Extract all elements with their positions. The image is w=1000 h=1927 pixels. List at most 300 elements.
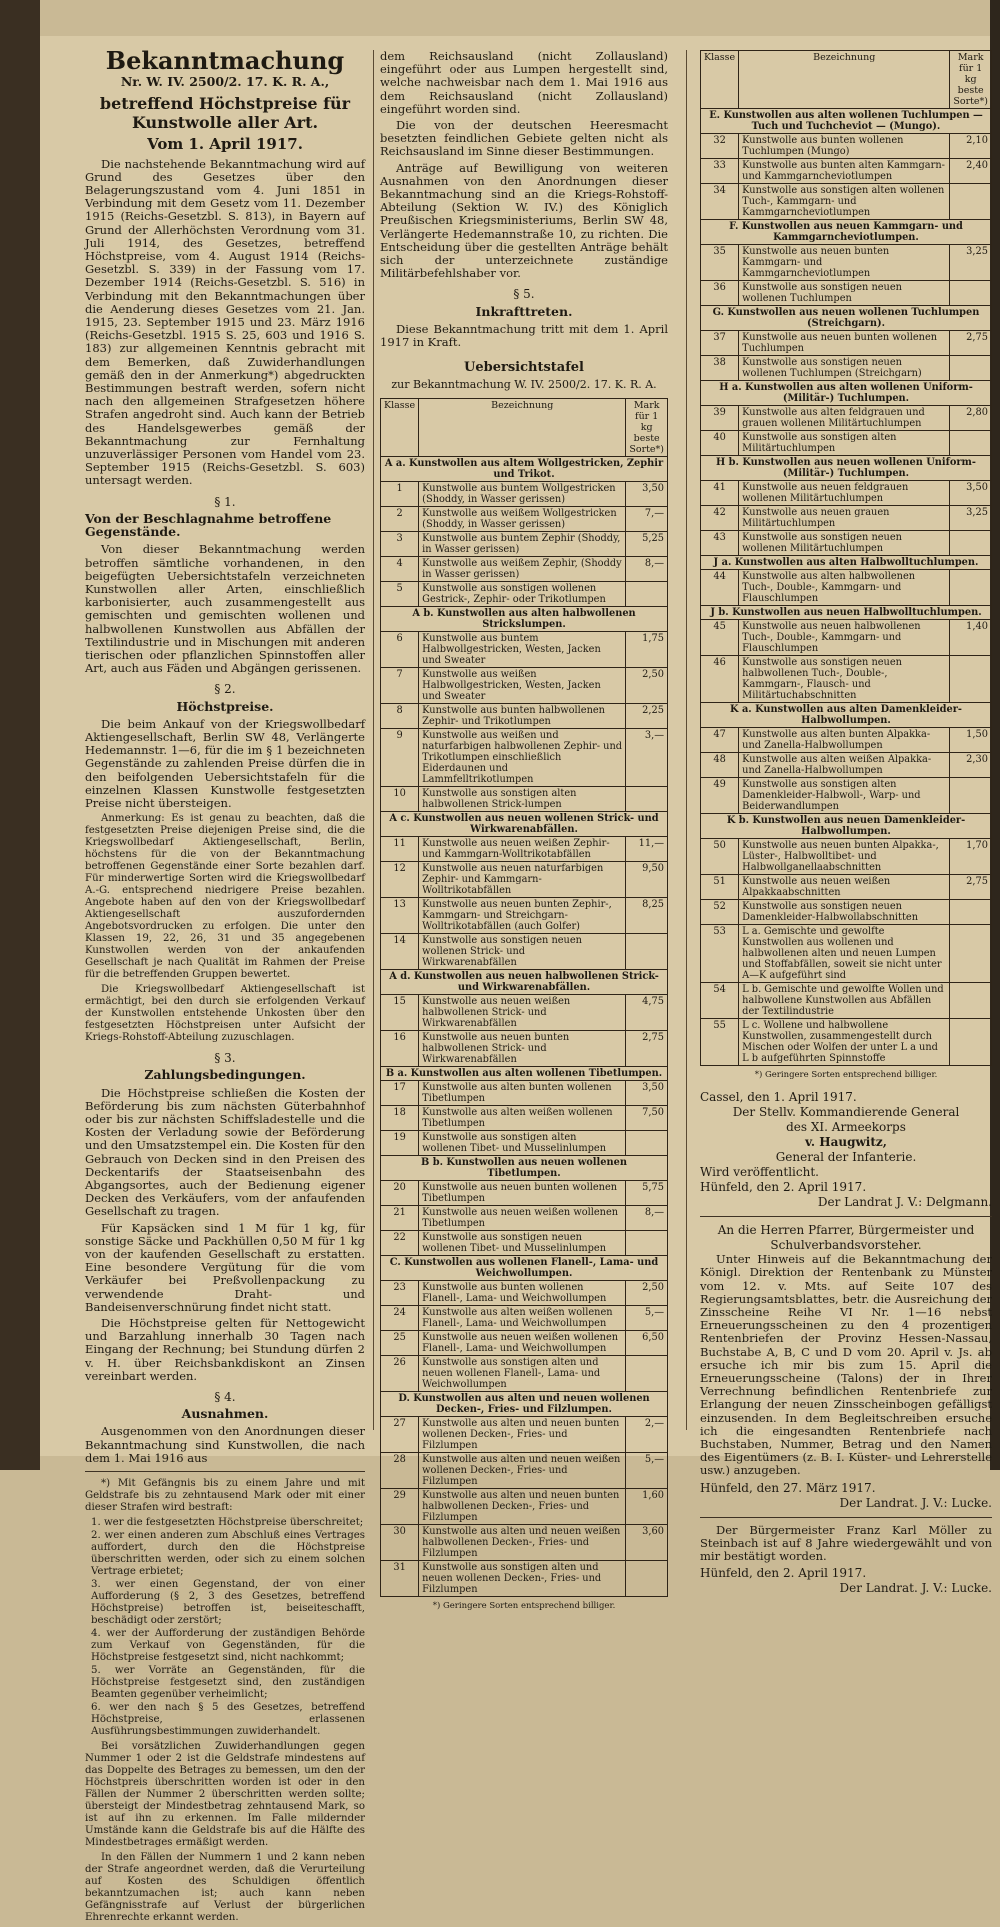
class-number: 40 [701, 431, 739, 456]
class-description: Kunstwolle aus sonstigen neuen wollenen Tuchlumpen (Streichgarn) [739, 356, 950, 381]
table-row [381, 1330, 668, 1355]
price-value: 4,75 [626, 994, 668, 1030]
class-description: Kunstwolle aus sonstigen neuen wollenen Militärtuchlumpen [739, 531, 950, 556]
notice-reference: Nr. W. IV. 2500/2. 17. K. R. A., [120, 74, 330, 90]
price-value [950, 1019, 992, 1066]
class-number: 51 [701, 875, 739, 900]
table-row [381, 631, 668, 667]
intro-paragraph: Die nachstehende Bekanntmachung wird auf Grund des Gesetzes über den Belagerungszustand vom 4. Juni 1851 in Verbindung mit dem Gesetz vom 11. Dezember 1915 (Reichs-Gesetzbl. S. 813), in Bayern auf Grund der Allerhöchsten Verordnung vom 31. Juli 1914, des Gesetzes, betreffend Höchstpreise, vom 4. August 1914 (Reichs-Gesetzbl. S. 339) in der Fassung vom 17. Dezember 1914 (Reichs-Gesetzbl. S. 516) in Verbindung mit den Bekanntmachungen über die Aenderung dieses Gesetzes vom 21. Jan. 1915, 23. September 1915 und 23. März 1916 (Reichs-Gesetzbl. 1915 S. 25, 603 und 1916 S. 183) zur allgemeinen Kenntnis gebracht mit dem Bemerken, daß Zuwiderhandlungen gemäß den in der Anmerkung*) abgedruckten Bestimmungen bestraft werden, sofern nicht nach den allgemeinen Strafgesetzen höhere Strafen angedroht sind. Auch kann der Betrieb des Handelsgewerbes gemäß der Bekanntmachung zur Fernhaltung unzuverlässiger Personen vom Handel vom 23. September 1915 (Reichs-Gesetzbl. S. 603) untersagt werden. [85, 156, 365, 488]
table-row [381, 581, 668, 606]
group-heading: C. Kunstwollen aus wollenen Flanell-, Lama- und Weichwollumpen. [381, 1255, 668, 1280]
section-3-number: § 3. [214, 1051, 236, 1066]
class-description: Kunstwolle aus bunten wollenen Tuchlumpen (Mungo) [739, 134, 950, 159]
rentenbank-notice: Unter Hinweis auf die Bekanntmachung der Königl. Direktion der Rentenbank zu Münster vom 12. v. Mts. auf Seite 107 des Regierungsamtsblattes, betr. die Ausreichung der Zinsscheine Reihe VI Nr. 1—16 nebst Erneuerungsscheinen zu den 4 prozentigen Rentenbriefen der Provinz Hessen-Nassau, Buchstabe A, B, C und D vom 20. April v. Js. ab ersuche ich mir bis zum 15. April die Erneuerungsscheine (Talons) der in Ihrer Verrechnung befindlichen Rentenbriefe zur Erlangung der neuen Zinsscheinbogen gefälligst einzusenden. In dem Begleitschreiben ersuche ich die eingesandten Rentenbriefe nach Buchstaben, Nummer, Betrag und den Namen des Eigentümers (z. B. I. Küster- und Lehrerstelle usw.) anzugeben. [700, 1252, 992, 1478]
table-row [701, 481, 992, 506]
price-value: 2,50 [626, 667, 668, 703]
table-row [381, 1105, 668, 1130]
class-number: 2 [381, 506, 419, 531]
class-number: 47 [701, 728, 739, 753]
place-date-2: Hünfeld, den 27. März 1917. [700, 1480, 876, 1495]
price-value: 8,25 [626, 897, 668, 933]
notice-subject: betreffend Höchstpreise für Kunstwolle aller Art. [99, 94, 351, 133]
landrat-signature-3: Der Landrat. J. V.: Lucke. [839, 1581, 992, 1596]
table-row [381, 933, 668, 969]
class-number: 32 [701, 134, 739, 159]
footnote-divider [85, 1471, 365, 1472]
th-klasse: Klasse [381, 398, 419, 456]
class-number: 21 [381, 1205, 419, 1230]
class-number: 37 [701, 331, 739, 356]
class-description: Kunstwolle aus bunten wollenen Flanell-, Lama- und Weichwollumpen [419, 1280, 626, 1305]
section-5-number: § 5. [513, 287, 535, 302]
table-row [701, 331, 992, 356]
class-number: 31 [381, 1560, 419, 1596]
class-number: 28 [381, 1452, 419, 1488]
class-number: 3 [381, 531, 419, 556]
table-row [381, 994, 668, 1030]
footnote-list [85, 1517, 365, 1738]
column-2 [380, 50, 668, 1613]
price-value: 3,50 [626, 1080, 668, 1105]
price-value [950, 184, 992, 220]
table-group-row [701, 306, 992, 331]
class-number: 16 [381, 1030, 419, 1066]
class-description: Kunstwolle aus neuen feldgrauen wollenen Militärtuchlumpen [739, 481, 950, 506]
footnote-item: 2. wer einen anderen zum Abschluß eines Vertrages auffordert, durch den die Höchstpreise überschritten werden, oder sich zu einem solchen Vertrage erbietet; [91, 1530, 365, 1578]
class-number: 45 [701, 620, 739, 656]
table-row [701, 570, 992, 606]
table-group-row [701, 814, 992, 839]
price-value [950, 281, 992, 306]
class-number: 39 [701, 406, 739, 431]
class-number: 52 [701, 900, 739, 925]
notice-date: Vom 1. April 1917. [147, 135, 303, 154]
price-value: 3,25 [950, 245, 992, 281]
class-number: 5 [381, 581, 419, 606]
section-1-number: § 1. [214, 494, 236, 509]
section-5-heading: Inkrafttreten. [475, 303, 573, 319]
class-description: Kunstwolle aus sonstigen alten und neuen wollenen Decken-, Fries- und Filzlumpen [419, 1560, 626, 1596]
price-value: 2,75 [950, 331, 992, 356]
price-value: 11,— [626, 836, 668, 861]
price-value: 3,50 [950, 481, 992, 506]
th-bezeichnung: Bezeichnung [739, 51, 950, 109]
class-description: Kunstwolle aus alten weißen Alpakka- und Zanella-Halbwollumpen [739, 753, 950, 778]
class-description: Kunstwolle aus neuen bunten halbwollenen Strick- und Wirkwarenabfällen [419, 1030, 626, 1066]
price-value: 5,75 [626, 1180, 668, 1205]
section-2-heading: Höchstpreise. [176, 698, 274, 714]
table-footnote: *) Geringere Sorten entsprechend billiger. [754, 1070, 938, 1080]
table-row [701, 728, 992, 753]
price-value [626, 581, 668, 606]
class-number: 23 [381, 1280, 419, 1305]
class-description: Kunstwolle aus sonstigen wollenen Gestrick-, Zephir- oder Trikotlumpen [419, 581, 626, 606]
class-description: Kunstwolle aus neuen weißen wollenen Tibetlumpen [419, 1205, 626, 1230]
class-description: Kunstwolle aus neuen bunten Alpakka-, Lüster-, Halbwolltibet- und Halbwollganellaabschnitten [739, 839, 950, 875]
price-value: 9,50 [626, 861, 668, 897]
overview-table-subtitle: zur Bekanntmachung W. IV. 2500/2. 17. K. R. A. [391, 378, 657, 392]
table-group-row [381, 1255, 668, 1280]
class-number: 41 [701, 481, 739, 506]
mayor-notice: Der Bürgermeister Franz Karl Möller zu Steinbach ist auf 8 Jahre wiedergewählt und von mir bestätigt worden. [700, 1522, 992, 1564]
price-value: 8,— [626, 1205, 668, 1230]
column-3 [700, 50, 992, 1596]
table-group-row [381, 606, 668, 631]
class-description: Kunstwolle aus sonstigen neuen Damenkleider-Halbwollabschnitten [739, 900, 950, 925]
overview-table-title: Uebersichtstafel [464, 360, 584, 376]
footnote-item: 6. wer den nach § 5 des Gesetzes, betreffend Höchstpreise, erlassenen Ausführungsbestimmungen zuwiderhandelt. [91, 1702, 365, 1738]
price-value [950, 431, 992, 456]
price-value [950, 778, 992, 814]
divider [700, 1517, 992, 1518]
class-description: Kunstwolle aus weißen und naturfarbigen halbwollenen Zephir- und Trikotlumpen einschließlich Eiderdaunen und Lammfelltrikotlumpen [419, 728, 626, 786]
price-value: 5,25 [626, 531, 668, 556]
group-heading: A b. Kunstwollen aus alten halbwollenen Strickslumpen. [381, 606, 668, 631]
table-group-row [701, 703, 992, 728]
price-value: 2,30 [950, 753, 992, 778]
table-row [381, 1452, 668, 1488]
class-description: Kunstwolle aus buntem Halbwollgestricken, Westen, Jacken und Sweater [419, 631, 626, 667]
class-number: 9 [381, 728, 419, 786]
footnote-item: 4. wer der Aufforderung der zuständigen Behörde zum Verkauf von Gegenständen, für die Höchstpreise festgesetzt sind, nicht nachkommt; [91, 1628, 365, 1664]
price-value: 2,80 [950, 406, 992, 431]
class-description: Kunstwolle aus neuen bunten Zephir-, Kammgarn- und Streichgarn-Wolltrikotabfällen (auch Golfer) [419, 897, 626, 933]
section-4-number: § 4. [214, 1390, 236, 1405]
class-description: Kunstwolle aus neuen bunten wollenen Tibetlumpen [419, 1180, 626, 1205]
class-description: Kunstwolle aus alten bunten Alpakka- und Zanella-Halbwollumpen [739, 728, 950, 753]
th-mark: Mark für 1 kg beste Sorte*) [950, 51, 992, 109]
group-heading: D. Kunstwollen aus alten und neuen wollenen Decken-, Fries- und Filzlumpen. [381, 1391, 668, 1416]
class-description: Kunstwolle aus sonstigen alten wollenen Tuch-, Kammgarn- und Kammgarncheviotlumpen [739, 184, 950, 220]
class-description: Kunstwolle aus sonstigen neuen wollenen Tuchlumpen [739, 281, 950, 306]
class-description: Kunstwolle aus bunten alten Kammgarn- und Kammgarncheviotlumpen [739, 159, 950, 184]
footnote-text-3: In den Fällen der Nummern 1 und 2 kann neben der Strafe angeordnet werden, daß die Verurteilung auf Kosten des Schuldigen öffentlich bekanntzumachen ist; auch kann neben Gefängnisstrafe auf Verlust der bürgerlichen Ehrenrechte erkannt werden. [85, 1852, 365, 1924]
class-number: 11 [381, 836, 419, 861]
class-number: 46 [701, 656, 739, 703]
class-description: Kunstwolle aus alten feldgrauen und grauen wollenen Militärtuchlumpen [739, 406, 950, 431]
price-value [626, 1230, 668, 1255]
price-value: 1,40 [950, 620, 992, 656]
price-value: 2,25 [626, 703, 668, 728]
price-value: 2,40 [950, 159, 992, 184]
signature-line-1: Der Stellv. Kommandierende General [732, 1105, 960, 1120]
table-row [381, 1205, 668, 1230]
column-rule [686, 50, 687, 1430]
divider [700, 1216, 992, 1217]
section-2-note-2: Die Kriegswollbedarf Aktiengesellschaft ist ermächtigt, bei den durch sie erfolgenden Verkauf der Kunstwollen entstehende Unkosten über den festgesetzten Höchstpreisen unter Aufsicht der Kriegs-Rohstoff-Abteilung zuzuschlagen. [85, 984, 365, 1044]
table-group-row [381, 969, 668, 994]
section-4-text: Ausgenommen von den Anordnungen dieser Bekanntmachung sind Kunstwollen, die nach dem 1. Mai 1916 aus [85, 1424, 365, 1465]
signature-rank: General der Infanterie. [775, 1150, 917, 1165]
class-number: 19 [381, 1130, 419, 1155]
class-description: Kunstwolle aus sonstigen alten und neuen wollenen Flanell-, Lama- und Weichwollumpen [419, 1355, 626, 1391]
table-group-row [381, 811, 668, 836]
class-description: Kunstwolle aus alten weißen wollenen Flanell-, Lama- und Weichwollumpen [419, 1305, 626, 1330]
group-heading: H b. Kunstwollen aus neuen wollenen Uniform- (Militär-) Tuchlumpen. [701, 456, 992, 481]
place-date-3: Hünfeld, den 2. April 1917. [700, 1566, 867, 1581]
table-row [381, 1030, 668, 1066]
price-value: 7,— [626, 506, 668, 531]
class-description: Kunstwolle aus neuen weißen wollenen Flanell-, Lama- und Weichwollumpen [419, 1330, 626, 1355]
price-value [950, 531, 992, 556]
page-edge-left [0, 0, 40, 1470]
table-row [381, 1280, 668, 1305]
footnote-item: 5. wer Vorräte an Gegenständen, für die Höchstpreise festgesetzt sind, den zuständigen Beamten gegenüber verheimlicht; [91, 1665, 365, 1701]
table-group-row [701, 220, 992, 245]
section-5-text: Diese Bekanntmachung tritt mit dem 1. April 1917 in Kraft. [380, 321, 668, 350]
class-number: 36 [701, 281, 739, 306]
price-value: 3,50 [626, 481, 668, 506]
class-description: L b. Gemischte und gewolfte Wollen und halbwollene Kunstwollen aus Abfällen der Textilindustrie [739, 983, 950, 1019]
table-row [381, 836, 668, 861]
price-value: 2,75 [626, 1030, 668, 1066]
price-value [626, 1130, 668, 1155]
class-number: 55 [701, 1019, 739, 1066]
class-number: 44 [701, 570, 739, 606]
signature-place-date: Cassel, den 1. April 1917. [700, 1090, 857, 1105]
class-description: Kunstwolle aus weißem Zephir, (Shoddy in Wasser gerissen) [419, 556, 626, 581]
class-number: 26 [381, 1355, 419, 1391]
table-row [381, 531, 668, 556]
table-row [701, 356, 992, 381]
class-description: Kunstwolle aus alten und neuen weißen wollenen Decken-, Fries- und Filzlumpen [419, 1452, 626, 1488]
class-number: 29 [381, 1488, 419, 1524]
section-3-text-2: Für Kapsäcken sind 1 M für 1 kg, für sonstige Säcke und Packhüllen 0,50 M für 1 kg von der kaufenden Gesellschaft zu erstatten. Eine besondere Vergütung für die vom Verkäufer bei Preßvollenpackung zu verwendende Draht- und Bandeisenverschnürung findet nicht statt. [85, 1220, 365, 1314]
price-value [950, 356, 992, 381]
landrat-signature-1: Der Landrat J. V.: Delgmann. [817, 1195, 992, 1210]
price-value: 8,— [626, 556, 668, 581]
table-row [701, 753, 992, 778]
table-row [701, 506, 992, 531]
table-row [701, 1019, 992, 1066]
table-row [381, 1560, 668, 1596]
table-row [701, 134, 992, 159]
group-heading: K b. Kunstwollen aus neuen Damenkleider-Halbwollumpen. [701, 814, 992, 839]
section-3-heading: Zahlungsbedingungen. [144, 1067, 306, 1083]
class-number: 14 [381, 933, 419, 969]
table-row [381, 1230, 668, 1255]
price-value: 1,50 [950, 728, 992, 753]
table-row [701, 983, 992, 1019]
class-number: 6 [381, 631, 419, 667]
table-row [381, 703, 668, 728]
table-row [381, 556, 668, 581]
th-mark: Mark für 1 kg beste Sorte*) [626, 398, 668, 456]
table-row [701, 620, 992, 656]
table-group-row [701, 109, 992, 134]
class-number: 13 [381, 897, 419, 933]
table-group-row [701, 381, 992, 406]
price-value [950, 570, 992, 606]
class-description: Kunstwolle aus weißem Wollgestricken (Shoddy, in Wasser gerissen) [419, 506, 626, 531]
class-description: Kunstwolle aus weißen Halbwollgestricken, Westen, Jacken und Sweater [419, 667, 626, 703]
section-2-note: Anmerkung: Es ist genau zu beachten, daß die festgesetzten Preise diejenigen Preise sind, die die Kriegswollbedarf Aktiengesellschaft, Berlin, höchstens für die von der Bekanntmachung betroffenen Gegenstände einer Sorte bezahlen darf. Für minderwertige Sorten wird die Kriegswollbedarf A.-G. entsprechend niedrigere Preise bezahlen. Angebote haben auf den von der Kriegswollbedarf Aktiengesellschaft auszufordernden Angebotsvordrucken zu erfolgen. Die unter den Klassen 19, 22, 26, 31 und 35 angegebenen Kunstwollen werden von der ankaufenden Gesellschaft je nach Qualität im Rahmen der Preise für die betreffenden Gruppen bewertet. [85, 813, 365, 981]
class-description: Kunstwolle aus sonstigen alten halbwollenen Strick-lumpen [419, 786, 626, 811]
table-row [381, 1180, 668, 1205]
class-description: Kunstwolle aus sonstigen alten wollenen Tibet- und Musselinlumpen [419, 1130, 626, 1155]
class-number: 53 [701, 925, 739, 983]
group-heading: J b. Kunstwollen aus neuen Halbwolltuchlumpen. [701, 606, 992, 620]
price-value [950, 925, 992, 983]
class-number: 25 [381, 1330, 419, 1355]
class-number: 35 [701, 245, 739, 281]
class-description: Kunstwolle aus alten halbwollenen Tuch-, Double-, Kammgarn- und Flauschlumpen [739, 570, 950, 606]
price-value: 2,75 [950, 875, 992, 900]
section-3-text-3: Die Höchstpreise gelten für Nettogewicht und Barzahlung innerhalb 30 Tagen nach Eingang der Rechnung; bei Stundung dürfen 2 v. H. über Reichsbankdiskont an Zinsen vereinbart werden. [85, 1316, 365, 1383]
price-value [626, 786, 668, 811]
class-description: Kunstwolle aus alten und neuen weißen halbwollenen Decken-, Fries- und Filzlumpen [419, 1524, 626, 1560]
table-group-row [701, 606, 992, 620]
class-description: Kunstwolle aus alten und neuen bunten wollenen Decken-, Fries- und Filzlumpen [419, 1416, 626, 1452]
table-group-row [701, 456, 992, 481]
table-row [701, 406, 992, 431]
table-row [381, 1524, 668, 1560]
price-value: 5,— [626, 1452, 668, 1488]
price-value [950, 656, 992, 703]
class-description: Kunstwolle aus neuen halbwollenen Tuch-, Double-, Kammgarn- und Flauschlumpen [739, 620, 950, 656]
footnote-item: 1. wer die festgesetzten Höchstpreise überschreitet; [91, 1517, 364, 1529]
footnote-item: 3. wer einen Gegenstand, der von einer Aufforderung (§ 2, 3 des Gesetzes, betreffend Höchstpreise) betroffen ist, beiseiteschafft, beschädigt oder zerstört; [91, 1579, 365, 1627]
class-number: 42 [701, 506, 739, 531]
table-row [381, 897, 668, 933]
price-value: 2,10 [950, 134, 992, 159]
price-value: 2,— [626, 1416, 668, 1452]
class-description: Kunstwolle aus buntem Wollgestricken (Shoddy, in Wasser gerissen) [419, 481, 626, 506]
th-klasse: Klasse [701, 51, 739, 109]
table-group-row [381, 1391, 668, 1416]
group-heading: A c. Kunstwollen aus neuen wollenen Strick- und Wirkwarenabfällen. [381, 811, 668, 836]
price-value: 3,60 [626, 1524, 668, 1560]
table-row [701, 925, 992, 983]
table-row [701, 778, 992, 814]
class-description: Kunstwolle aus neuen bunten Kammgarn- und Kammgarncheviotlumpen [739, 245, 950, 281]
class-number: 4 [381, 556, 419, 581]
section-4-continued: dem Reichsausland (nicht Zollausland) eingeführt oder aus Lumpen hergestellt sind, welche nachweisbar nach dem 1. Mai 1916 aus dem Reichsausland (nicht Zollausland) eingeführt worden sind. [380, 49, 668, 116]
class-number: 22 [381, 1230, 419, 1255]
column-1 [85, 46, 365, 1927]
applications-text: Anträge auf Bewilligung von weiteren Ausnahmen von den Anordnungen dieser Bekanntmachung sind an die Kriegs-Rohstoff-Abteilung (Sektion W. IV.) des Königlich Preußischen Kriegsministeriums, Berlin SW 48, Verlängerte Hedemannstraße 10, zu richten. Die Entscheidung über die gestellten Anträge behält sich der unterzeichnete zuständige Militärbefehlshaber vor. [380, 160, 668, 281]
price-value [626, 933, 668, 969]
group-heading: H a. Kunstwollen aus alten wollenen Uniform- (Militär-) Tuchlumpen. [701, 381, 992, 406]
table-row [701, 839, 992, 875]
table-row [701, 281, 992, 306]
price-table-2 [700, 50, 992, 1066]
table-row [381, 1355, 668, 1391]
price-value: 5,— [626, 1305, 668, 1330]
table-row [381, 481, 668, 506]
class-description: Kunstwolle aus alten und neuen bunten halbwollenen Decken-, Fries- und Filzlumpen [419, 1488, 626, 1524]
table-row [701, 656, 992, 703]
table-group-row [381, 456, 668, 481]
table-row [381, 667, 668, 703]
price-table-1 [380, 398, 668, 1597]
group-heading: B a. Kunstwollen aus alten wollenen Tibetlumpen. [381, 1066, 668, 1080]
table-footnote: *) Geringere Sorten entsprechend billiger. [432, 1600, 616, 1611]
class-description: Kunstwolle aus alten weißen wollenen Tibetlumpen [419, 1105, 626, 1130]
class-number: 7 [381, 667, 419, 703]
table-row [381, 1080, 668, 1105]
class-description: Kunstwolle aus sonstigen neuen wollenen Tibet- und Musselinlumpen [419, 1230, 626, 1255]
footnote-intro: *) Mit Gefängnis bis zu einem Jahre und mit Geldstrafe bis zu zehntausend Mark oder mit einer dieser Strafen wird bestraft: [85, 1478, 365, 1514]
footnote-text-2: Bei vorsätzlichen Zuwiderhandlungen gegen Nummer 1 oder 2 ist die Geldstrafe mindestens auf das Doppelte des Betrages zu bemessen, um den der Höchstpreis überschritten worden ist oder in den Fällen der Nummer 2 überschritten werden sollte; übersteigt der Mindestbetrag zehntausend Mark, so ist auf ihn zu erkennen. Im Falle mildernder Umstände kann die Geldstrafe bis auf die Hälfte des Mindestbetrages ermäßigt werden. [85, 1741, 365, 1849]
class-number: 10 [381, 786, 419, 811]
table-row [381, 1488, 668, 1524]
class-description: Kunstwolle aus neuen naturfarbigen Zephir- und Kammgarn-Wolltrikotabfällen [419, 861, 626, 897]
price-value: 1,70 [950, 839, 992, 875]
class-description: Kunstwolle aus sonstigen alten Damenkleider-Halbwoll-, Warp- und Beiderwandlumpen [739, 778, 950, 814]
table-row [701, 531, 992, 556]
class-number: 30 [381, 1524, 419, 1560]
price-value [626, 1560, 668, 1596]
addressees: An die Herren Pfarrer, Bürgermeister und Schulverbandsvorsteher. [717, 1223, 975, 1253]
table-row [701, 245, 992, 281]
class-description: Kunstwolle aus neuen bunten wollenen Tuchlumpen [739, 331, 950, 356]
place-date-1: Hünfeld, den 2. April 1917. [700, 1180, 867, 1195]
section-1-heading: Von der Beschlagnahme betroffene Gegenstände. [85, 510, 332, 540]
published-note: Wird veröffentlicht. [700, 1165, 819, 1180]
class-number: 50 [701, 839, 739, 875]
class-number: 17 [381, 1080, 419, 1105]
class-number: 18 [381, 1105, 419, 1130]
class-number: 49 [701, 778, 739, 814]
class-number: 27 [381, 1416, 419, 1452]
class-description: Kunstwolle aus sonstigen alten Militärtuchlumpen [739, 431, 950, 456]
price-value: 7,50 [626, 1105, 668, 1130]
class-description: Kunstwolle aus alten bunten wollenen Tibetlumpen [419, 1080, 626, 1105]
price-value: 3,25 [950, 506, 992, 531]
table-row [381, 1305, 668, 1330]
group-heading: E. Kunstwollen aus alten wollenen Tuchlumpen — Tuch und Tuchcheviot — (Mungo). [701, 109, 992, 134]
occupied-territories-text: Die von der deutschen Heeresmacht besetzten feindlichen Gebiete gelten nicht als Reichsausland im Sinne dieser Bestimmungen. [380, 118, 668, 159]
table-row [701, 184, 992, 220]
class-number: 1 [381, 481, 419, 506]
th-bezeichnung: Bezeichnung [419, 398, 626, 456]
class-number: 48 [701, 753, 739, 778]
section-2-number: § 2. [214, 682, 236, 697]
class-description: Kunstwolle aus sonstigen neuen wollenen Strick- und Wirkwarenabfällen [419, 933, 626, 969]
table-row [701, 875, 992, 900]
price-value: 2,50 [626, 1280, 668, 1305]
price-value [950, 983, 992, 1019]
class-number: 24 [381, 1305, 419, 1330]
class-description: L a. Gemischte und gewolfte Kunstwollen aus wollenen und halbwollenen alten und neuen Lumpen und Stoffabfällen, soweit sie nicht unter A—K aufgeführt sind [739, 925, 950, 983]
price-value: 6,50 [626, 1330, 668, 1355]
landrat-signature-2: Der Landrat. J. V.: Lucke. [839, 1495, 992, 1510]
class-description: L c. Wollene und halbwollene Kunstwollen, zusammengestellt durch Mischen oder Wolfen der unter L a und L b aufgeführten Spinnstoffe [739, 1019, 950, 1066]
table-group-row [381, 1155, 668, 1180]
class-number: 43 [701, 531, 739, 556]
group-heading: K a. Kunstwollen aus alten Damenkleider-Halbwollumpen. [701, 703, 992, 728]
table-row [381, 728, 668, 786]
section-2-text: Die beim Ankauf von der Kriegswollbedarf Aktiengesellschaft, Berlin SW 48, Verlängerte Hedemannstr. 1—6, für die im § 1 bezeichneten Gegenstände zu zahlenden Preise dürfen die in den beifolgenden Uebersichtstafeln für die einzelnen Klassen Kunstwolle festgesetzten Preise nicht übersteigen. [85, 716, 365, 810]
class-number: 34 [701, 184, 739, 220]
price-value: 3,— [626, 728, 668, 786]
column-rule [373, 50, 374, 1430]
price-value [626, 1355, 668, 1391]
table-row [701, 900, 992, 925]
class-number: 15 [381, 994, 419, 1030]
class-description: Kunstwolle aus buntem Zephir (Shoddy, in Wasser gerissen) [419, 531, 626, 556]
class-description: Kunstwolle aus neuen weißen halbwollenen Strick- und Wirkwarenabfällen [419, 994, 626, 1030]
table-group-row [701, 556, 992, 570]
table-row [381, 506, 668, 531]
price-value [950, 900, 992, 925]
group-heading: A d. Kunstwollen aus neuen halbwollenen Strick- und Wirkwarenabfällen. [381, 969, 668, 994]
signature-block [700, 1090, 992, 1210]
class-description: Kunstwolle aus neuen weißen Alpakkaabschnitten [739, 875, 950, 900]
group-heading: F. Kunstwollen aus neuen Kammgarn- und Kammgarncheviotlumpen. [701, 220, 992, 245]
table-row [381, 1416, 668, 1452]
